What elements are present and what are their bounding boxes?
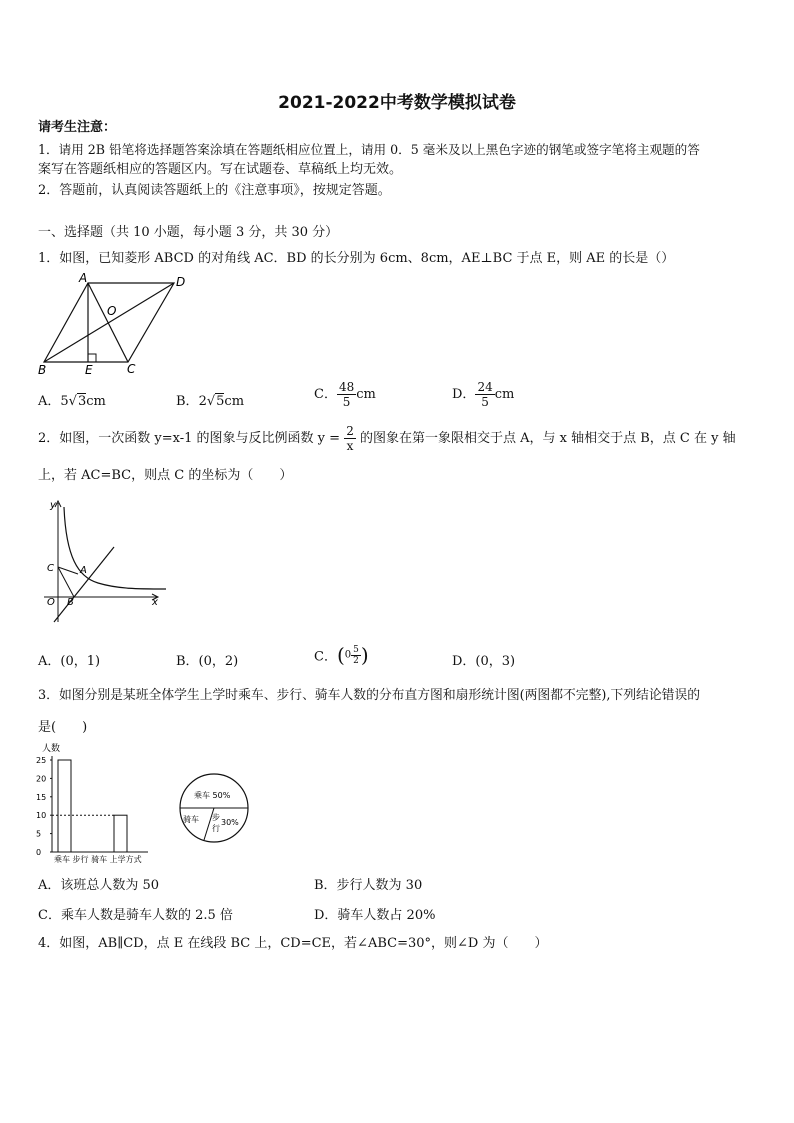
q3-option-d[interactable]: D．骑车人数占 20% — [314, 908, 436, 923]
label-o: O — [47, 597, 55, 608]
pie-label-walk-2: 行 — [212, 824, 220, 833]
q1-option-a[interactable]: A．5√3cm — [38, 394, 106, 409]
label-a: A — [79, 271, 88, 285]
label-b: B — [67, 597, 74, 608]
q3-option-c[interactable]: C．乘车人数是骑车人数的 2.5 倍 — [38, 908, 233, 923]
label-y: y — [50, 500, 56, 511]
diagonal-bd — [44, 283, 174, 362]
q2-option-a[interactable]: A．(0，1) — [38, 654, 101, 669]
label-d: D — [176, 275, 186, 289]
q1-option-d[interactable]: D． $\frac{24}{5}$ cm — [452, 380, 515, 409]
bar-chart-ticks — [36, 756, 52, 857]
question-2-line-1: 2．如图，一次函数 y=x-1 的图象与反比例函数 y = $\frac{2}{x}$ 的图象在第一象限相交于点 A，与 x 轴相交于点 B，点 C 在 y 轴 — [38, 424, 736, 453]
bar-chart-tick-label: 5 — [36, 829, 42, 839]
label-c: C — [47, 563, 54, 574]
bar-chart-xlabel: 乘车 步行 骑车 上学方式 — [54, 855, 142, 864]
bar-骑车 — [114, 815, 127, 852]
question-1-stem: 1．如图，已知菱形 ABCD 的对角线 AC．BD 的长分别为 6cm、8cm，AE⊥BC 于点 E，则 AE 的长是（） — [38, 251, 675, 266]
q2-option-b[interactable]: B．(0，2) — [176, 654, 239, 669]
bar-chart-tick-label: 15 — [36, 792, 47, 802]
label-c: C — [127, 362, 136, 376]
q1-option-b[interactable]: B．2√5cm — [176, 394, 245, 409]
label-a: A — [80, 565, 87, 576]
q1-option-c[interactable]: C． $\frac{48}{5}$ cm — [314, 380, 376, 409]
hyperbola-curve — [64, 507, 166, 589]
bar-chart-ylabel: 人数 — [42, 744, 61, 754]
bar-乘车 — [58, 760, 71, 852]
q3-option-b[interactable]: B．步行人数为 30 — [314, 878, 423, 893]
notice-item-2: 2．答题前，认真阅读答题纸上的《注意事项》，按规定答题。 — [38, 183, 391, 198]
question-3-line-1: 3．如图分别是某班全体学生上学时乘车、步行、骑车人数的分布直方图和扇形统计图(两图都不完整),下列结论错误的 — [38, 688, 701, 703]
pie-label-walk-1: 步 — [212, 813, 220, 822]
pie-label-bike: 骑车 — [183, 815, 199, 824]
label-e: E — [85, 363, 93, 377]
notice-item-1-line-2: 案写在答题纸相应的答题区内。写在试题卷、草稿纸上均无效。 — [38, 162, 403, 177]
q2-option-d[interactable]: D．(0，3) — [452, 654, 516, 669]
q3-option-a[interactable]: A．该班总人数为 50 — [38, 878, 160, 893]
question-2-line-2: 上，若 AC=BC，则点 C 的坐标为（ ） — [38, 468, 293, 483]
question-4-stem: 4．如图，AB∥CD，点 E 在线段 BC 上，CD=CE，若∠ABC=30°，则∠D 为（ ） — [38, 936, 548, 951]
question-3-line-2: 是( ) — [38, 720, 88, 735]
label-x: x — [152, 597, 158, 608]
label-b: B — [38, 363, 47, 377]
notice-heading: 请考生注意： — [38, 120, 117, 135]
bar-chart-tick-label: 10 — [36, 811, 47, 821]
bar-chart-tick-label: 25 — [36, 756, 47, 765]
q2-option-c[interactable]: C．(0 $\frac{5}{2}$ ) — [314, 643, 369, 667]
bar-chart-tick-label: 20 — [36, 774, 47, 784]
rhombus-figure — [36, 270, 196, 380]
pie-chart — [176, 770, 256, 850]
pie-label-walk-pct: 30% — [221, 818, 239, 827]
notice-item-1-line-1: 1．请用 2B 铅笔将选择题答案涂填在答题纸相应位置上，请用 0．5 毫米及以上黑色字迹的钢笔或签字笔将主观题的答 — [38, 142, 700, 157]
section-heading: 一、选择题（共 10 小题，每小题 3 分，共 30 分） — [38, 225, 339, 240]
right-angle-mark — [88, 354, 96, 362]
pie-label-ride: 乘车 50% — [194, 791, 231, 800]
bar-chart — [30, 740, 170, 868]
bar-chart-tick-label: 0 — [36, 848, 42, 857]
function-graph — [38, 497, 168, 627]
page-title: 2021-2022中考数学模拟试卷 — [278, 93, 516, 113]
label-o: O — [107, 304, 117, 318]
bar-chart-bars — [52, 760, 127, 852]
